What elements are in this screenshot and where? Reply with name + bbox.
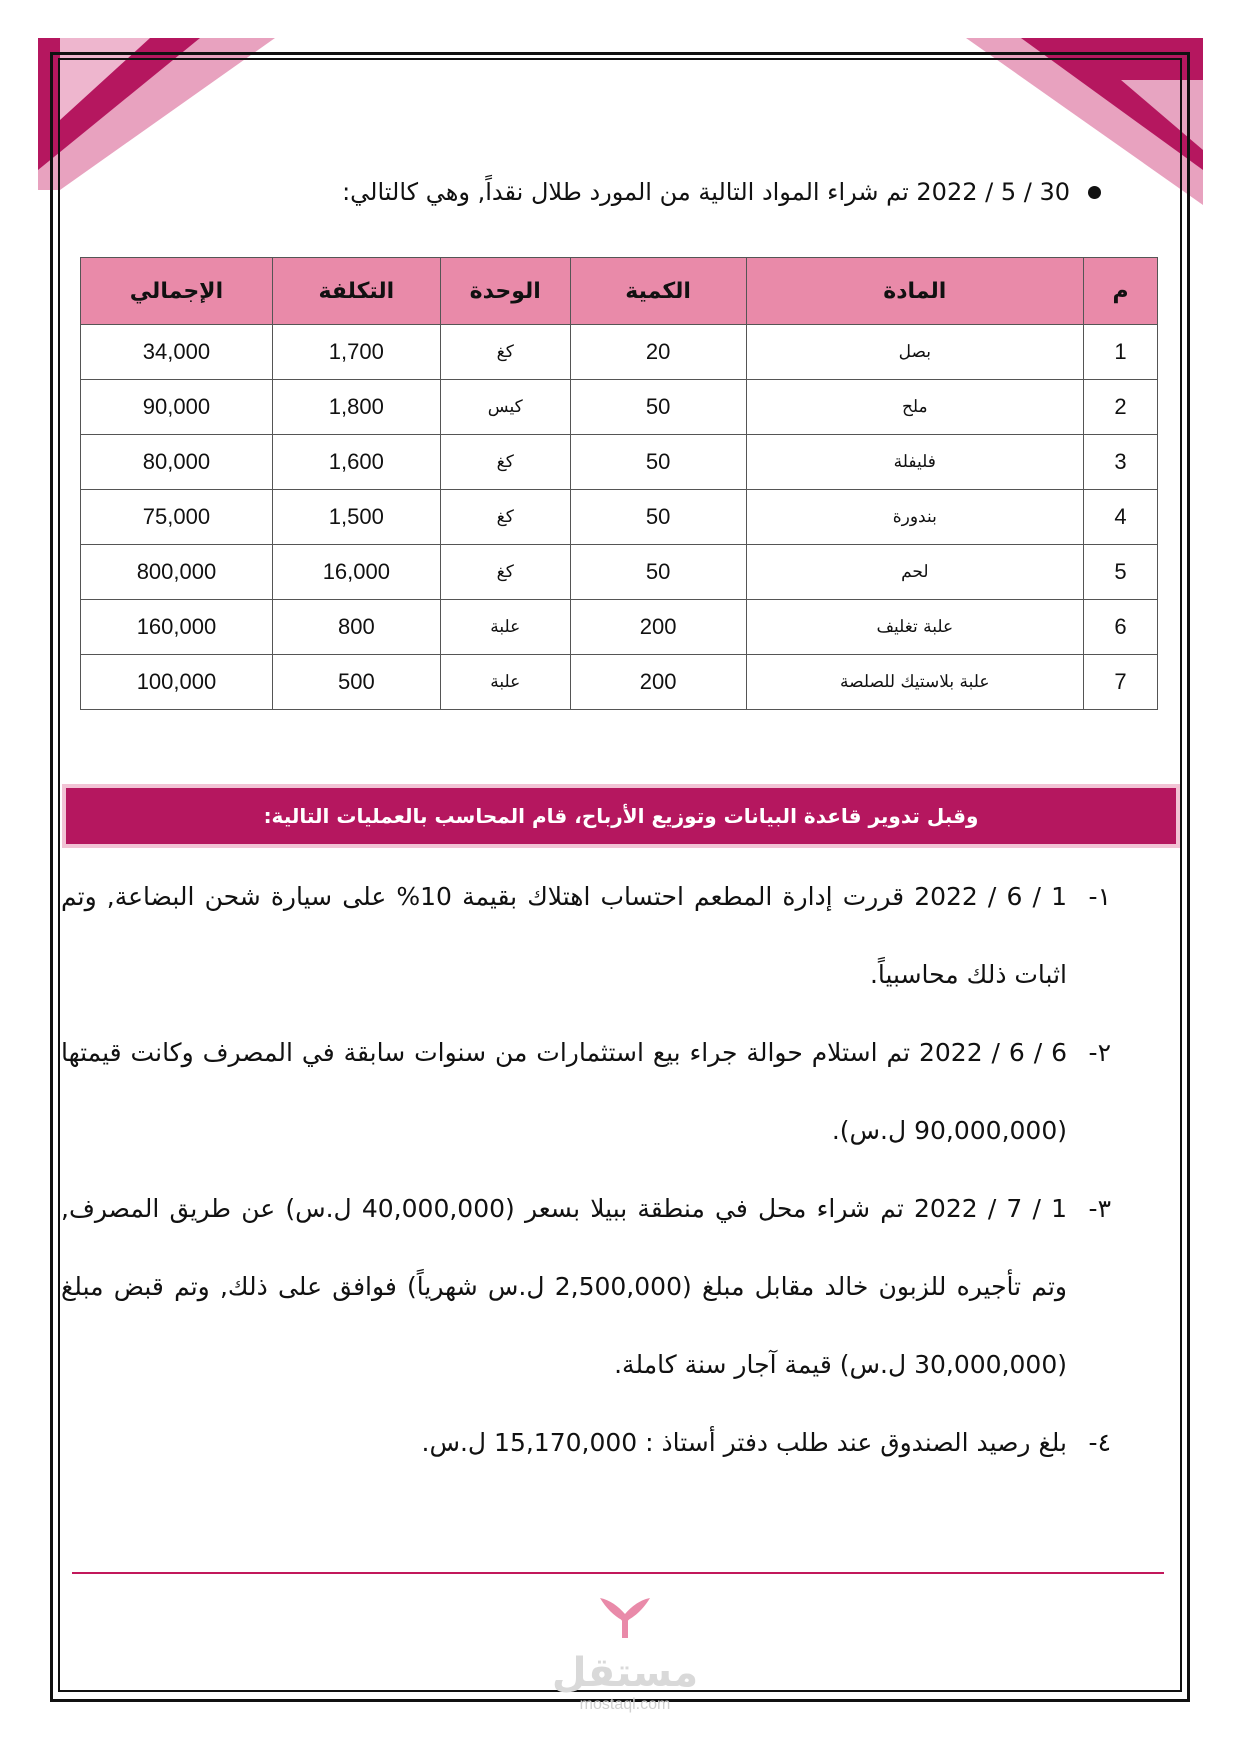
header-unit: الوحدة [440,258,570,325]
operation-item [61,1170,1111,1404]
bullet-icon [1088,186,1101,199]
cell-qty: 50 [570,435,746,490]
cell-total: 34,000 [81,325,273,380]
cell-total: 160,000 [81,600,273,655]
cell-no: 3 [1084,435,1158,490]
cell-cost: 500 [272,655,440,710]
header-cost: التكلفة [272,258,440,325]
cell-cost: 800 [272,600,440,655]
table-row [81,380,1158,435]
table-row [81,490,1158,545]
cell-cost: 1,500 [272,490,440,545]
operation-number: ٢- [1088,1038,1111,1067]
intro-bullet [121,178,1101,206]
cell-unit: كغ [440,490,570,545]
cell-unit: علبة [440,600,570,655]
banner-text: وقبل تدوير قاعدة البيانات وتوزيع الأرباح، قام المحاسب بالعمليات التالية: [263,804,979,828]
operation-item [61,1404,1111,1482]
cell-total: 100,000 [81,655,273,710]
operation-text: 1 / 6 / 2022 قررت إدارة المطعم احتساب اهتلاك بقيمة 10% على سيارة شحن البضاعة, وتم اثبات ذلك محاسبياً. [61,882,1067,989]
logo-domain: mostaql.com [579,1696,671,1713]
footer-logo [540,1588,710,1713]
cell-item: بندورة [746,490,1084,545]
cell-qty: 200 [570,655,746,710]
table-header-row [81,258,1158,325]
table-row [81,655,1158,710]
cell-unit: علبة [440,655,570,710]
cell-item: علبة بلاستيك للصلصة [746,655,1084,710]
cell-total: 800,000 [81,545,273,600]
operation-text: 1 / 7 / 2022 تم شراء محل في منطقة ببيلا بسعر (40,000,000 ل.س) عن طريق المصرف, وتم تأجيره للزبون خالد مقابل مبلغ (2,500,000 ل.س شهرياً) فوافق على ذلك, وتم قبض مبلغ (30,000,000 ل.س) قيمة آجار سنة كاملة. [61,1194,1068,1379]
cell-qty: 200 [570,600,746,655]
table-row [81,600,1158,655]
cell-item: علبة تغليف [746,600,1084,655]
cell-no: 1 [1084,325,1158,380]
cell-qty: 50 [570,545,746,600]
cell-unit: كغ [440,435,570,490]
cell-total: 90,000 [81,380,273,435]
operations-list [61,858,1111,1482]
cell-no: 4 [1084,490,1158,545]
cell-no: 5 [1084,545,1158,600]
header-qty: الكمية [570,258,746,325]
cell-no: 2 [1084,380,1158,435]
cell-qty: 20 [570,325,746,380]
cell-item: ملح [746,380,1084,435]
header-item: المادة [746,258,1084,325]
cell-cost: 16,000 [272,545,440,600]
cell-total: 80,000 [81,435,273,490]
table-row [81,435,1158,490]
cell-cost: 1,600 [272,435,440,490]
logo-bird-icon [540,1588,710,1648]
table-row [81,325,1158,380]
materials-table [80,257,1158,710]
cell-unit: كغ [440,325,570,380]
operation-text: بلغ رصيد الصندوق عند طلب دفتر أستاذ : 15,170,000 ل.س. [421,1428,1067,1457]
cell-qty: 50 [570,380,746,435]
section-banner [66,788,1176,844]
operation-text: 6 / 6 / 2022 تم استلام حوالة جراء بيع استثمارات من سنوات سابقة في المصرف وكانت قيمتها (90,000,000 ل.س). [61,1038,1067,1145]
operation-number: ١- [1088,882,1111,911]
cell-no: 6 [1084,600,1158,655]
operation-number: ٤- [1088,1428,1111,1457]
logo-text: مستقل [551,1650,699,1696]
cell-no: 7 [1084,655,1158,710]
operation-number: ٣- [1088,1194,1111,1223]
cell-qty: 50 [570,490,746,545]
cell-cost: 1,700 [272,325,440,380]
cell-unit: كغ [440,545,570,600]
cell-unit: كيس [440,380,570,435]
cell-item: لحم [746,545,1084,600]
cell-item: فليفلة [746,435,1084,490]
footer-divider [72,1572,1164,1574]
intro-text: 30 / 5 / 2022 تم شراء المواد التالية من المورد طلال نقداً, وهي كالتالي: [342,178,1070,206]
operation-item [61,858,1111,1014]
operation-item [61,1014,1111,1170]
header-no: م [1084,258,1158,325]
header-total: الإجمالي [81,258,273,325]
table-row [81,545,1158,600]
cell-item: بصل [746,325,1084,380]
cell-cost: 1,800 [272,380,440,435]
cell-total: 75,000 [81,490,273,545]
